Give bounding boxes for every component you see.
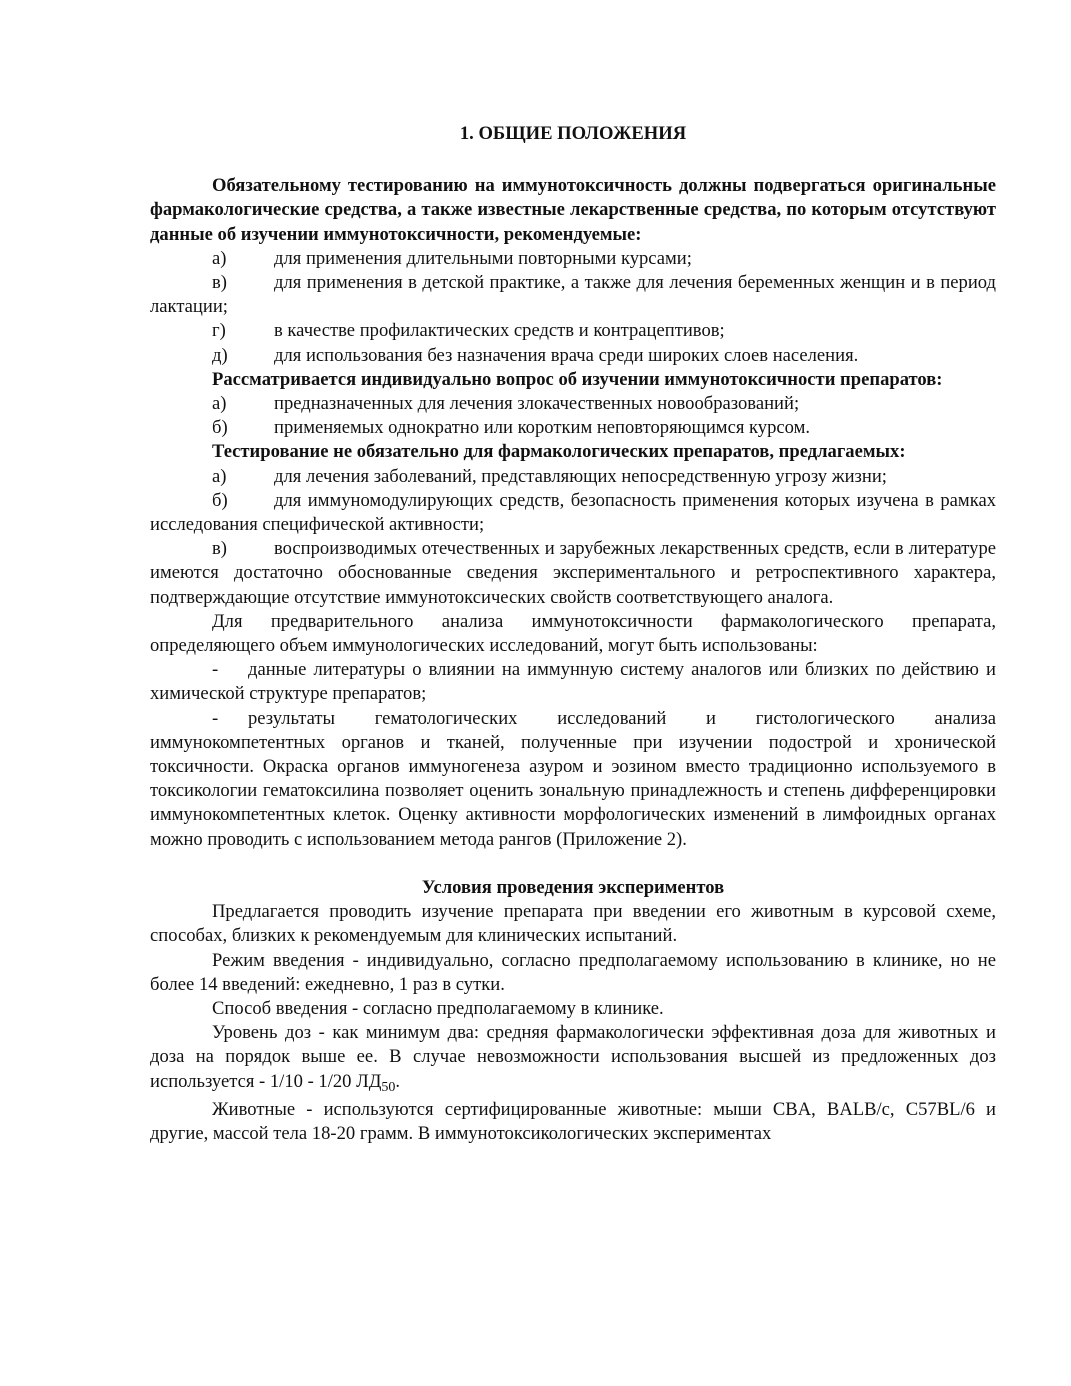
section4-intro: Для предварительного анализа иммунотоксичности фармакологического препарата, определяющего объем иммунологических исследований, могут быть использованы: [150, 610, 996, 657]
list-item: в) для применения в детской практике, а также для лечения беременных женщин и в период лактации; [150, 272, 996, 318]
section3-intro: Тестирование не обязательно для фармакологических препаратов, предлагаемых: [212, 441, 906, 463]
list-item: а) предназначенных для лечения злокачественных новообразований; [212, 393, 800, 415]
page-title: 1. ОБЩИЕ ПОЛОЖЕНИЯ [459, 123, 687, 144]
list-item: г) в качестве профилактических средств и контрацептивов; [212, 320, 725, 342]
list-item: б) применяемых однократно или коротким неповторяющимся курсом. [212, 417, 811, 439]
conditions-paragraph: Животные - используются сертифицированные животные: мыши CBA, BALB/c, C57BL/6 и другие, массой тела 18-20 грамм. В иммунотоксикологических экспериментах [150, 1098, 996, 1144]
conditions-paragraph: Уровень доз - как минимум два: средняя фармакологически эффективная доза для животных и доза на порядок выше ее. В случае невозможности использования высшей из предложенных доз используется - 1/10 - 1/20 $ЛД_{50}$. [150, 1022, 996, 1095]
list-item: д) для использования без назначения врача среди широких слоев населения. [212, 344, 859, 366]
conditions-heading: Условия проведения экспериментов [421, 876, 725, 898]
list-item: в) воспроизводимых отечественных и зарубежных лекарственных средств, если в литературе имеются достаточно обоснованные сведения экспериментального и ретроспективного характера, подтверждающие отсутствие иммунотоксических свойств соответствующего аналога. [150, 538, 996, 608]
list-item: б) для иммуномодулирующих средств, безопасность применения которых изучена в рамках исследования специфической активности; [150, 489, 996, 536]
list-item: а) для применения длительными повторными курсами; [212, 247, 692, 269]
list-item: - результаты гематологических исследований и гистологического анализа иммунокомпетентных органов и тканей, полученные при изучении подострой и хронической токсичности. Окраска органов иммуногенеза азуром и эозином вместо традиционно используемого в токсикологии гематоксилина позволяет оценить зональную принадлежность и степень дифференцировки иммунокомпетентных клеток. Оценку активности морфологических изменений в лимфоидных органах можно проводить с использованием метода рангов (Приложение 2). [150, 707, 996, 850]
conditions-paragraph: Способ введения - согласно предполагаемому в клинике. [212, 997, 664, 1019]
section2-intro: Рассматривается индивидуально вопрос об изучении иммунотоксичности препаратов: [212, 368, 943, 390]
conditions-paragraph: Предлагается проводить изучение препарата при введении его животным в курсовой схеме, способах, близких к рекомендуемым для клинических испытаний. [150, 901, 996, 947]
list-item: - данные литературы о влиянии на иммунную систему аналогов или близких по действию и химической структуре препаратов; [150, 659, 996, 705]
conditions-paragraph: Режим введения - индивидуально, согласно предполагаемому использованию в клинике, но не более 14 введений: ежедневно, 1 раз в сутки. [150, 949, 996, 995]
section1-intro: Обязательному тестированию на иммунотоксичность должны подвергаться оригинальные фармакологические средства, а также известные лекарственные средства, по которым отсутствуют данные об изучении иммунотоксичности, рекомендуемые: [150, 175, 996, 245]
document-page [150, 122, 996, 1146]
list-item: а) для лечения заболеваний, представляющих непосредственную угрозу жизни; [212, 465, 887, 487]
